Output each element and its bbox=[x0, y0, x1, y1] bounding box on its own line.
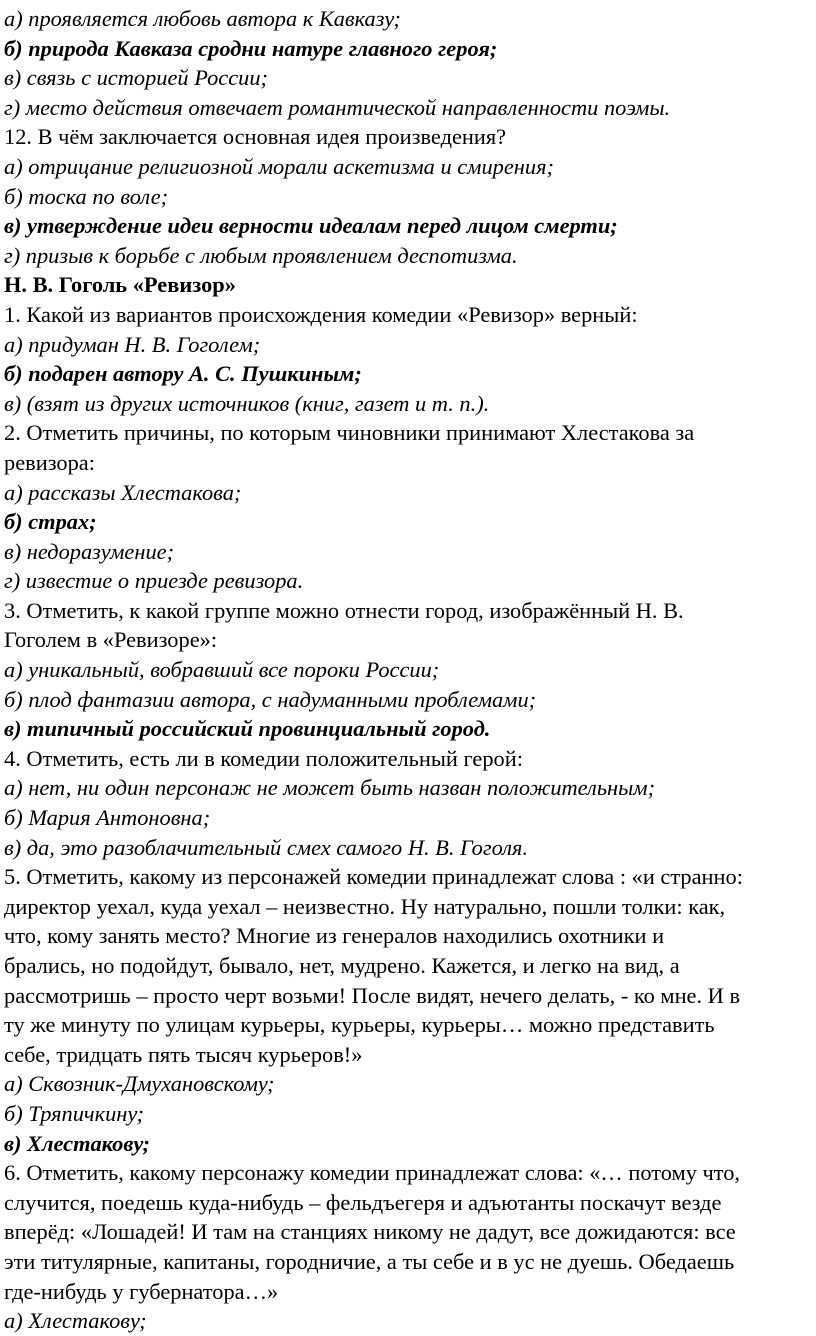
answer-option: в) связь с историей России; bbox=[4, 65, 269, 91]
question-continued: ту же минуту по улицам курьеры, курьеры, курьеры… можно представить bbox=[4, 1012, 715, 1038]
question-continued: Гоголем в «Ревизоре»: bbox=[4, 627, 218, 653]
answer-option: в) недоразумение; bbox=[4, 538, 175, 564]
question-continued: вперёд: «Лошадей! И там на станциях никому не дадут, все дожидаются: все bbox=[4, 1219, 736, 1245]
question: 12. В чём заключается основная идея произведения? bbox=[4, 124, 507, 150]
answer-option: а) Сквозник-Дмухановскому; bbox=[4, 1071, 275, 1097]
answer-option: а) Хлестакову; bbox=[4, 1308, 147, 1334]
answer-option: б) тоска по воле; bbox=[4, 183, 169, 209]
answer-option: а) нет, ни один персонаж не может быть назван положительным; bbox=[4, 775, 656, 801]
question-continued: случится, поедешь куда-нибудь – фельдъегеря и адъютанты поскачут везде bbox=[4, 1189, 722, 1215]
answer-option: а) проявляется любовь автора к Кавказу; bbox=[4, 6, 401, 31]
correct-answer: в) утверждение идеи верности идеалам перед лицом смерти; bbox=[4, 213, 618, 239]
question: 4. Отметить, есть ли в комедии положительный герой: bbox=[4, 745, 523, 771]
question: 5. Отметить, какому из персонажей комедии принадлежат слова : «и странно: bbox=[4, 864, 743, 890]
correct-answer: в) Хлестакову; bbox=[4, 1130, 150, 1156]
correct-answer: в) типичный российский провинциальный город. bbox=[4, 716, 491, 742]
correct-answer: б) страх; bbox=[4, 509, 97, 535]
answer-option: б) Тряпичкину; bbox=[4, 1100, 144, 1126]
question-continued: где-нибудь у губернатора…» bbox=[4, 1278, 279, 1304]
correct-answer: б) подарен автору А. С. Пушкиным; bbox=[4, 361, 362, 387]
answer-option: в) да, это разоблачительный смех самого Н. В. Гоголя. bbox=[4, 834, 528, 860]
section-heading: Н. В. Гоголь «Ревизор» bbox=[4, 272, 236, 298]
question: 1. Какой из вариантов происхождения комедии «Ревизор» верный: bbox=[4, 301, 638, 327]
question: 3. Отметить, к какой группе можно отнести город, изображённый Н. В. bbox=[4, 597, 684, 623]
correct-answer: б) природа Кавказа сродни натуре главного героя; bbox=[4, 35, 498, 61]
question-continued: рассмотришь – просто черт возьми! После видят, нечего делать, - ко мне. И в bbox=[4, 982, 741, 1008]
question-continued: эти титулярные, капитаны, городничие, а ты себе и в ус не дуешь. Обедаешь bbox=[4, 1248, 735, 1274]
question: 6. Отметить, какому персонажу комедии принадлежат слова: «… потому что, bbox=[4, 1160, 741, 1186]
answer-option: г) призыв к борьбе с любым проявлением деспотизма. bbox=[4, 242, 518, 268]
question-continued: директор уехал, куда уехал – неизвестно. Ну натурально, пошли толки: как, bbox=[4, 893, 726, 919]
answer-option: г) известие о приезде ревизора. bbox=[4, 568, 304, 594]
question-continued: брались, но подойдут, бывало, нет, мудрено. Кажется, и легко на вид, а bbox=[4, 953, 680, 978]
answer-option: б) Мария Антоновна; bbox=[4, 805, 211, 831]
answer-option: в) (взят из других источников (книг, газет и т. п.). bbox=[4, 390, 490, 416]
question: 2. Отметить причины, по которым чиновники принимают Хлестакова за bbox=[4, 420, 695, 446]
answer-option: б) плод фантазии автора, с надуманными проблемами; bbox=[4, 686, 537, 712]
answer-option: а) отрицание религиозной морали аскетизма и смирения; bbox=[4, 153, 554, 179]
question-continued: что, кому занять место? Многие из генералов находились охотники и bbox=[4, 923, 665, 949]
question-continued: ревизора: bbox=[4, 449, 95, 475]
answer-option: а) уникальный, вобравший все пороки России; bbox=[4, 657, 440, 683]
answer-option: г) место действия отвечает романтической направленности поэмы. bbox=[4, 94, 671, 120]
question-continued: себе, тридцать пять тысяч курьеров!» bbox=[4, 1041, 363, 1067]
answer-option: а) рассказы Хлестакова; bbox=[4, 479, 242, 505]
answer-option: а) придуман Н. В. Гоголем; bbox=[4, 331, 261, 357]
